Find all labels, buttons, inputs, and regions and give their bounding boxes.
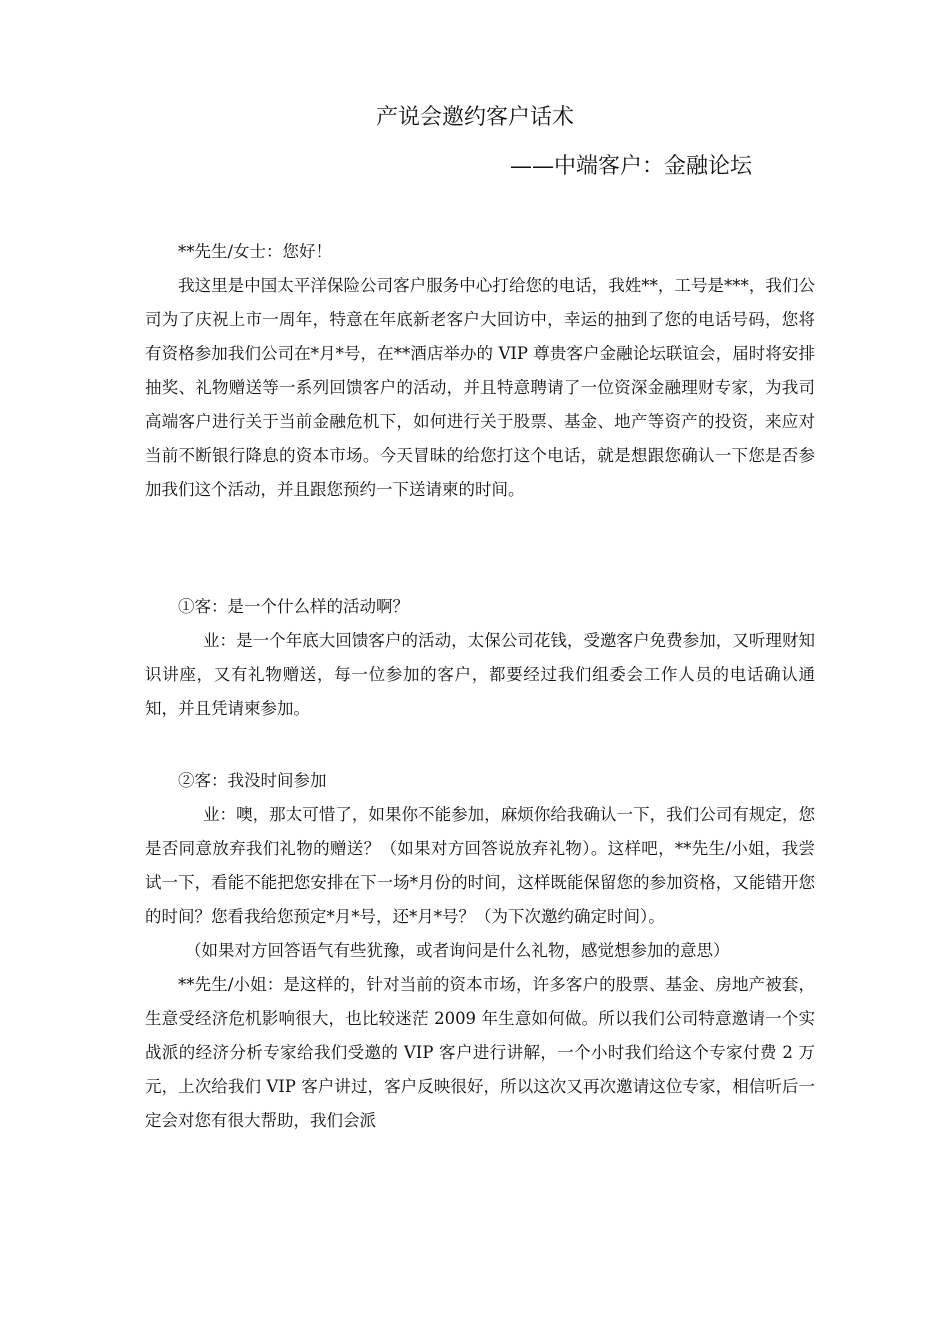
answer-2: 业：噢，那太可惜了，如果你不能参加，麻烦你给我确认一下，我们公司有规定，您是否同意放弃我们礼物的赠送？（如果对方回答说放弃礼物）。这样吧，**先生/小姐，我尝试一下，看能不能把您安排在下一场*月份的时间，这样既能保留您的参加资格，又能错开您的时间？您看我给您预定*月*号，还*月*号？（为下次邀约确定时间）。: [145, 805, 815, 926]
qa-2: [145, 764, 815, 1138]
greeting-block: [145, 235, 815, 507]
question-1: ①客：是一个什么样的活动啊？: [178, 597, 409, 616]
question-2: ②客：我没时间参加: [178, 771, 327, 790]
document-title: 产说会邀约客户话术: [375, 105, 574, 130]
greeting: **先生/女士：您好！: [178, 242, 333, 261]
note-paragraph: （如果对方回答语气有些犹豫，或者询问是什么礼物，感觉想参加的意思）: [185, 941, 730, 960]
document-subtitle: ——中端客户：金融论坛: [510, 154, 753, 179]
qa-1: [145, 590, 815, 726]
answer-3: **先生/小姐：是这样的，针对当前的资本市场，许多客户的股票、基金、房地产被套，生意受经济危机影响很大，也比较迷茫 2009 年生意如何做。所以我们公司特意邀请一个实战派的经济分析专家给我们受邀的 VIP 客户进行讲解，一个小时我们给这个专家付费 2 万元，上次给我们 VIP 客户讲过，客户反映很好，所以这次又再次邀请这位专家，相信听后一定会对您有很大帮助，我们会派: [145, 975, 815, 1130]
answer-1: 业：是一个年底大回馈客户的活动，太保公司花钱，受邀客户免费参加，又听理财知识讲座，又有礼物赠送，每一位参加的客户，都要经过我们组委会工作人员的电话确认通知，并且凭请柬参加。: [145, 631, 815, 718]
intro-paragraph: 我这里是中国太平洋保险公司客户服务中心打给您的电话，我姓**，工号是***，我们公司为了庆祝上市一周年，特意在年底新老客户大回访中，幸运的抽到了您的电话号码，您将有资格参加我们公司在*月*号，在**酒店举办的 VIP 尊贵客户金融论坛联谊会，届时将安排抽奖、礼物赠送等一系列回馈客户的活动，并且特意聘请了一位资深金融理财专家，为我司高端客户进行关于当前金融危机下，如何进行关于股票、基金、地产等资产的投资，来应对当前不断银行降息的资本市场。今天冒昧的给您打这个电话，就是想跟您确认一下您是否参加我们这个活动，并且跟您预约一下送请柬的时间。: [145, 276, 815, 499]
